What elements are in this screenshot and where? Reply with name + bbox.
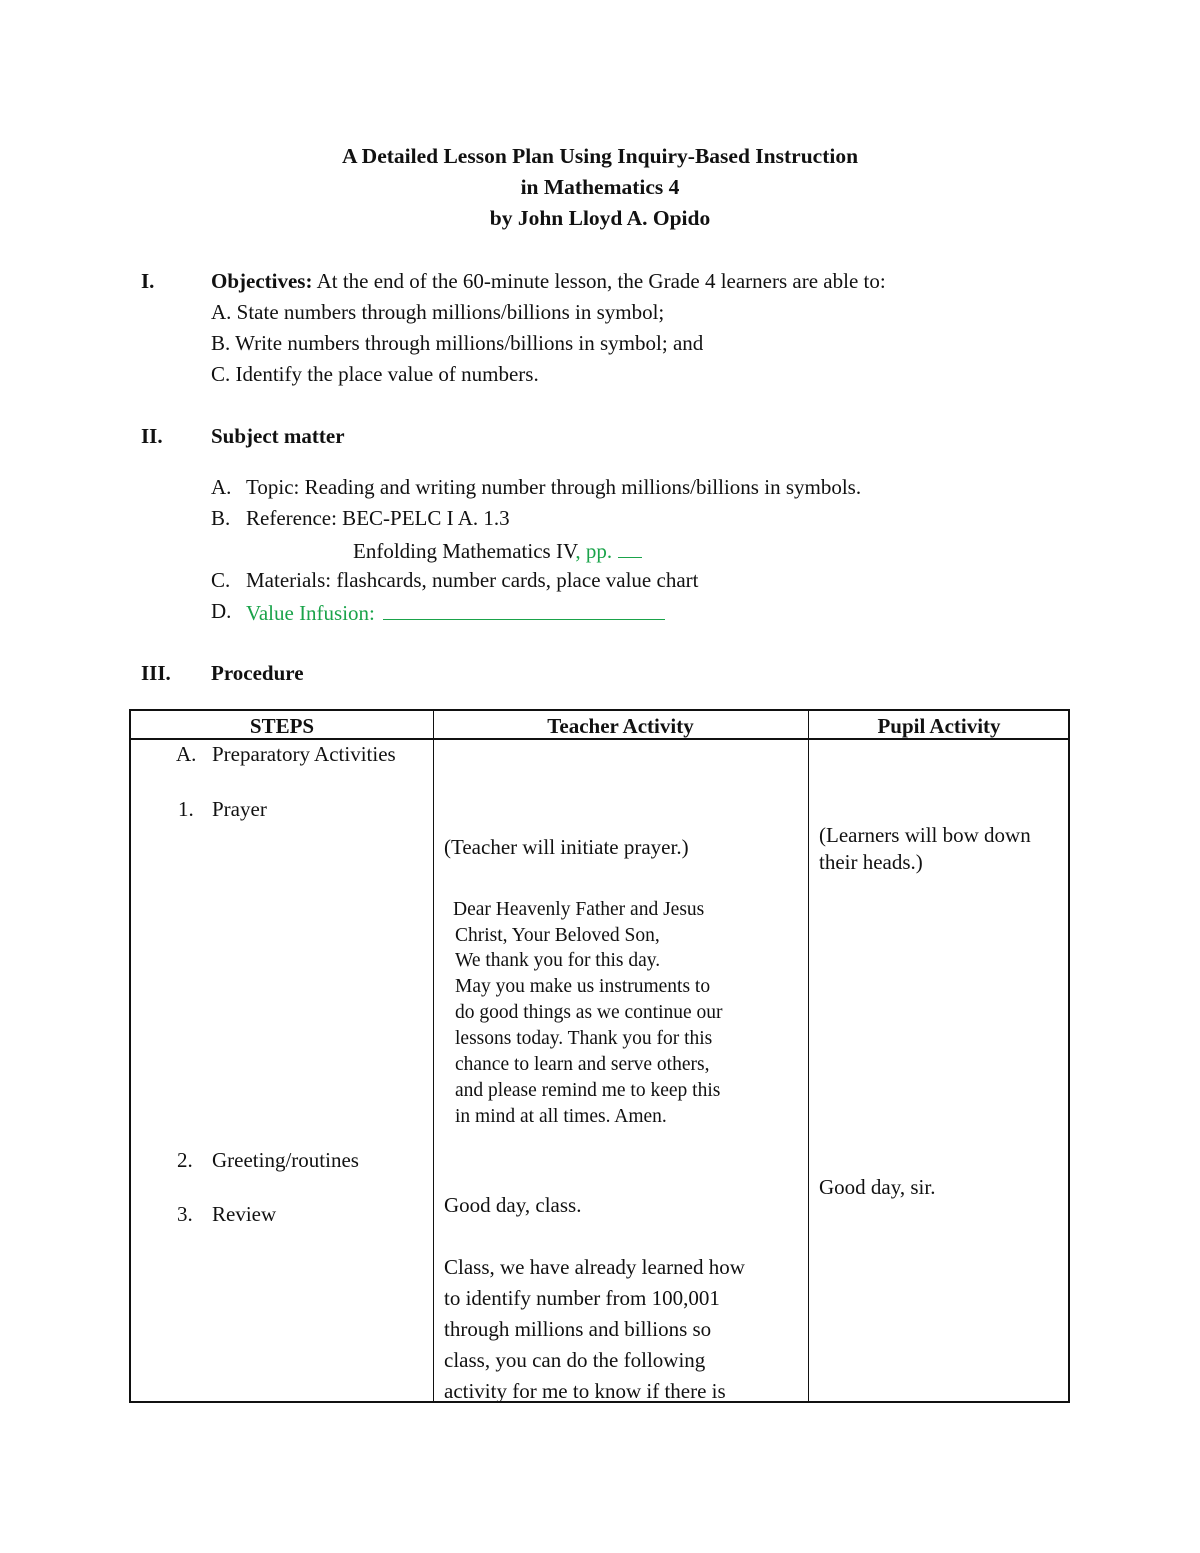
subject-item-b-letter: B. bbox=[211, 506, 231, 530]
step-a-marker: A. bbox=[176, 742, 197, 766]
step-2-label: Greeting/routines bbox=[212, 1148, 359, 1172]
review-line: activity for me to know if there is bbox=[444, 1379, 726, 1403]
reference-pages: , pp. bbox=[575, 539, 613, 563]
prayer-line: May you make us instruments to bbox=[455, 976, 711, 997]
objectives-intro: At the end of the 60-minute lesson, the Grade 4 learners are able to: bbox=[316, 269, 886, 293]
subject-matter-numeral: II. bbox=[141, 424, 163, 448]
document-title-line-1: A Detailed Lesson Plan Using Inquiry-Based Instruction bbox=[341, 144, 859, 168]
procedure-numeral: III. bbox=[141, 661, 171, 685]
subject-item-c-text: Materials: flashcards, number cards, place value chart bbox=[246, 568, 699, 592]
value-infusion-label: Value Infusion: bbox=[246, 601, 375, 625]
header-pupil-activity: Pupil Activity bbox=[877, 714, 1001, 738]
objectives-heading: Objectives: bbox=[211, 269, 313, 293]
header-teacher-activity: Teacher Activity bbox=[547, 714, 694, 738]
teacher-prayer-intro: (Teacher will initiate prayer.) bbox=[444, 835, 689, 859]
header-steps: STEPS bbox=[249, 714, 315, 738]
teacher-greeting: Good day, class. bbox=[444, 1193, 582, 1217]
pupil-prayer-response-line-1: (Learners will bow down bbox=[819, 823, 1031, 847]
document-title-line-3: by John Lloyd A. Opido bbox=[489, 206, 711, 230]
objectives-numeral: I. bbox=[141, 269, 155, 293]
subject-item-b-text: Reference: BEC-PELC I A. 1.3 bbox=[246, 506, 510, 530]
prayer-line: lessons today. Thank you for this bbox=[455, 1028, 713, 1049]
objectives-line bbox=[211, 271, 886, 292]
objective-item-c: C. Identify the place value of numbers. bbox=[211, 362, 539, 386]
subject-matter-heading: Subject matter bbox=[211, 424, 345, 448]
reference-book: Enfolding Mathematics IV bbox=[353, 539, 576, 563]
review-line: through millions and billions so bbox=[444, 1317, 712, 1341]
pupil-greeting-response: Good day, sir. bbox=[819, 1175, 936, 1199]
prayer-line: Christ, Your Beloved Son, bbox=[455, 925, 660, 946]
reference-book-line bbox=[353, 539, 642, 562]
objective-item-b: B. Write numbers through millions/billions in symbol; and bbox=[211, 331, 704, 355]
prayer-line: do good things as we continue our bbox=[455, 1002, 723, 1023]
header-divider bbox=[131, 738, 1068, 740]
subject-item-a-text: Topic: Reading and writing number through millions/billions in symbols. bbox=[246, 475, 862, 499]
step-1-label: Prayer bbox=[212, 797, 267, 821]
step-1-marker: 1. bbox=[178, 797, 194, 821]
subject-item-c-letter: C. bbox=[211, 568, 231, 592]
procedure-table bbox=[129, 709, 1070, 1403]
review-line: Class, we have already learned how bbox=[444, 1255, 745, 1279]
subject-item-a-letter: A. bbox=[211, 475, 232, 499]
pupil-prayer-response-line-2: their heads.) bbox=[819, 850, 923, 874]
document-title-line-2: in Mathematics 4 bbox=[520, 175, 680, 199]
column-divider-2 bbox=[808, 711, 809, 1401]
step-a-label: Preparatory Activities bbox=[212, 742, 396, 766]
procedure-heading: Procedure bbox=[211, 661, 304, 685]
step-3-label: Review bbox=[212, 1202, 277, 1226]
review-line: class, you can do the following bbox=[444, 1348, 706, 1372]
value-infusion-blank bbox=[383, 601, 665, 620]
column-divider-1 bbox=[433, 711, 434, 1401]
prayer-line: in mind at all times. Amen. bbox=[455, 1106, 667, 1127]
subject-item-d-line bbox=[246, 601, 665, 624]
step-2-marker: 2. bbox=[177, 1148, 193, 1172]
prayer-line: We thank you for this day. bbox=[455, 950, 661, 971]
prayer-line: chance to learn and serve others, bbox=[455, 1054, 710, 1075]
subject-item-d-letter: D. bbox=[211, 599, 232, 623]
objective-item-a: A. State numbers through millions/billions in symbol; bbox=[211, 300, 665, 324]
prayer-line: Dear Heavenly Father and Jesus bbox=[453, 899, 705, 920]
review-line: to identify number from 100,001 bbox=[444, 1286, 720, 1310]
reference-pages-blank bbox=[618, 539, 642, 558]
step-3-marker: 3. bbox=[177, 1202, 193, 1226]
prayer-line: and please remind me to keep this bbox=[455, 1080, 721, 1101]
